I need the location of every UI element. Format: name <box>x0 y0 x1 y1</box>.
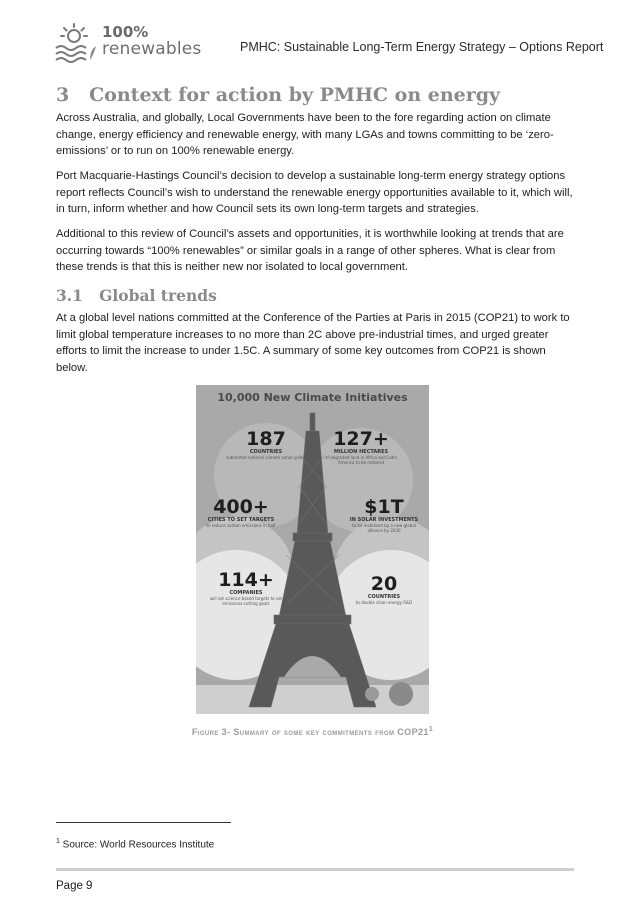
section-paragraph-1: Across Australia, and globally, Local Governments have been to the fore regarding action on climate change, energy efficiency and renewable energy, with many LGAs and towns committing to be ‘zero-emissions’ or to run on 100% renewable energy. <box>56 112 554 157</box>
cop21-infographic <box>196 385 429 714</box>
section-paragraph-3: Additional to this review of Council’s assets and opportunities, it is worthwhile looking at trends that are occurring towards “100% renewables” or similar goals in a range of other spheres. What is clear from these trends is that this is neither new nor isolated to local government. <box>56 228 564 273</box>
stat-solar <box>344 497 424 533</box>
stat-value: 114+ <box>218 569 274 591</box>
document-title: PMHC: Sustainable Long-Term Energy Strategy – Options Report <box>240 40 604 54</box>
logo-text-renewables: renewables <box>102 39 202 59</box>
stat-hectares <box>321 429 401 465</box>
subsection-heading: 3.1 Global trends <box>56 286 217 305</box>
wri-logo-icon <box>389 682 413 706</box>
stat-sub: to be mobilized by a new global alliance by 2030 <box>352 523 416 533</box>
footnote-text: Source: World Resources Institute <box>59 839 215 851</box>
stat-label: IN SOLAR INVESTMENTS <box>349 517 419 523</box>
stat-label: MILLION HECTARES <box>333 449 389 455</box>
company-logo <box>52 22 202 66</box>
stat-sub: submitted national climate action plans <box>226 455 306 460</box>
stat-rd-countries <box>344 574 424 605</box>
footer-divider <box>56 868 574 871</box>
stat-sub: to reduce carbon emissions in half <box>206 523 276 528</box>
page-number: Page 9 <box>56 880 93 892</box>
stat-value: 20 <box>370 573 398 595</box>
stat-countries <box>226 429 306 460</box>
stat-sub: of degraded land in Africa and Latin America to be restored <box>325 455 397 465</box>
stat-cities <box>201 497 281 528</box>
stat-value: 127+ <box>333 428 389 450</box>
stat-label: COMPANIES <box>229 590 263 596</box>
sun-wave-logo-icon <box>52 22 100 66</box>
stat-value: 400+ <box>213 496 269 518</box>
footnote-number: 1 <box>56 838 60 845</box>
infographic-title: 10,000 New Climate Initiatives <box>217 391 408 404</box>
stat-value: $1T <box>364 496 404 518</box>
stat-companies <box>206 570 286 606</box>
stat-sub: will set science-based targets to set emissions-cutting goals <box>209 596 283 606</box>
stat-sub: to double clean energy R&D <box>355 600 413 605</box>
footnote-ref[interactable]: 1 <box>428 726 434 733</box>
figure-caption <box>0 726 625 737</box>
stat-value: 187 <box>246 428 286 450</box>
stat-label: CITIES TO SET TARGETS <box>207 517 275 523</box>
stat-label: COUNTRIES <box>249 449 283 455</box>
footnote-separator <box>56 822 231 823</box>
footnote <box>56 838 214 850</box>
section-heading: 3 Context for action by PMHC on energy <box>56 84 501 106</box>
logo-text-percent: 100% <box>102 23 149 41</box>
stat-label: COUNTRIES <box>367 594 401 600</box>
subsection-paragraph: At a global level nations committed at the Conference of the Parties at Paris in 2015 (COP21) to work to limit global temperature increases to no more than 2C above pre-industrial times, and urged greater efforts to limit the increase to under 1.5C. A summary of some key outcomes from COP21 is shown below. <box>56 312 570 374</box>
figure-caption-text: Figure 3- Summary of some key commitments from COP21 <box>191 727 429 737</box>
section-paragraph-2: Port Macquarie-Hastings Council’s decision to develop a sustainable long-term energy strategy options report reflects Council’s wish to understand the renewable energy opportunities available to it, which will, in turn, inform whether and how Council sets its own long-term targets and strategies. <box>56 170 573 215</box>
